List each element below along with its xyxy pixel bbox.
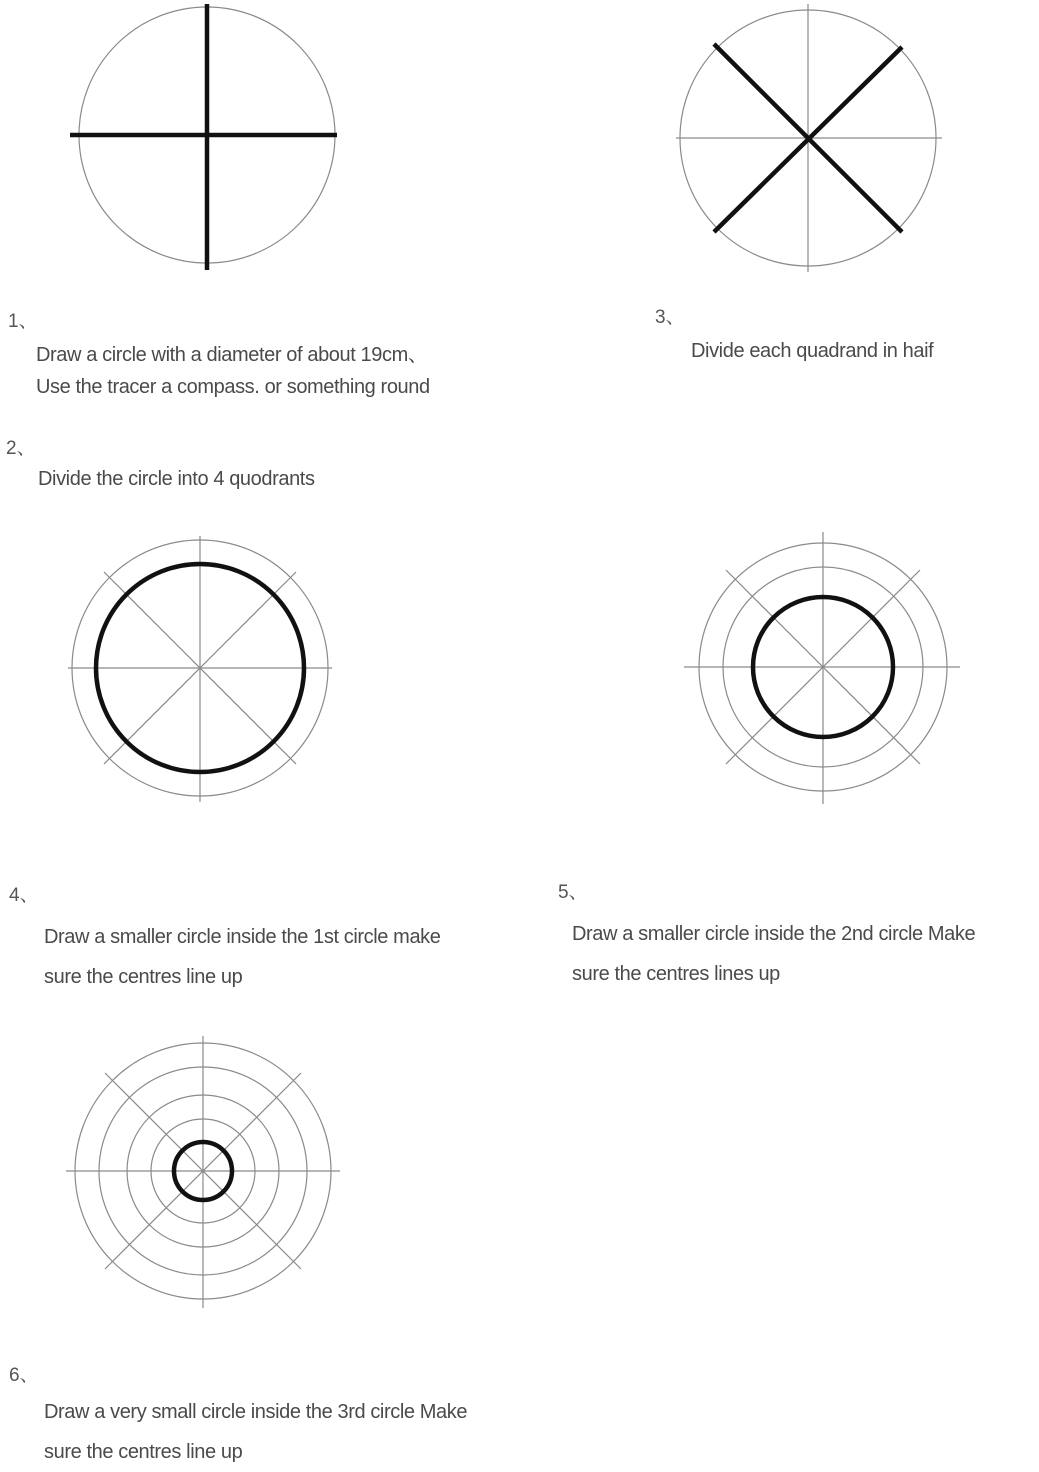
step-2-text (38, 463, 315, 495)
figure-very-small-circle (60, 1030, 350, 1315)
figure-second-inner-circle (680, 530, 970, 810)
figure-quadrants (60, 0, 350, 280)
step-5-number: 5、 (558, 882, 588, 903)
step-5-line-1: Draw a smaller circle inside the 2nd circle Make (572, 923, 976, 945)
step-1-line-2: Use the tracer a compass. or something round (36, 376, 430, 398)
step-1-line-1: Draw a circle with a diameter of about 19cm、 (36, 344, 428, 366)
figure-octants (670, 0, 950, 280)
step-6-text (44, 1392, 467, 1472)
step-2-number: 2、 (6, 438, 36, 459)
step-1-text (36, 339, 430, 403)
step-4-number: 4、 (9, 885, 39, 906)
step-4-line-2: sure the centres line up (44, 966, 243, 988)
step-5-line-2: sure the centres lines up (572, 963, 780, 985)
figure-first-inner-circle (60, 530, 340, 810)
step-5-text (572, 914, 975, 994)
step-6-number: 6、 (9, 1365, 39, 1386)
step-3-number: 3、 (655, 307, 685, 328)
step-1-number: 1、 (8, 311, 38, 332)
step-6-line-1: Draw a very small circle inside the 3rd circle Make (44, 1401, 468, 1423)
step-4-text (44, 917, 440, 997)
step-6-line-2: sure the centres line up (44, 1441, 243, 1463)
step-3-text (691, 335, 933, 367)
step-3-line-1: Divide each quadrand in haif (691, 340, 934, 362)
step-4-line-1: Draw a smaller circle inside the 1st circle make (44, 926, 441, 948)
step-2-line-1: Divide the circle into 4 quodrants (38, 468, 315, 490)
